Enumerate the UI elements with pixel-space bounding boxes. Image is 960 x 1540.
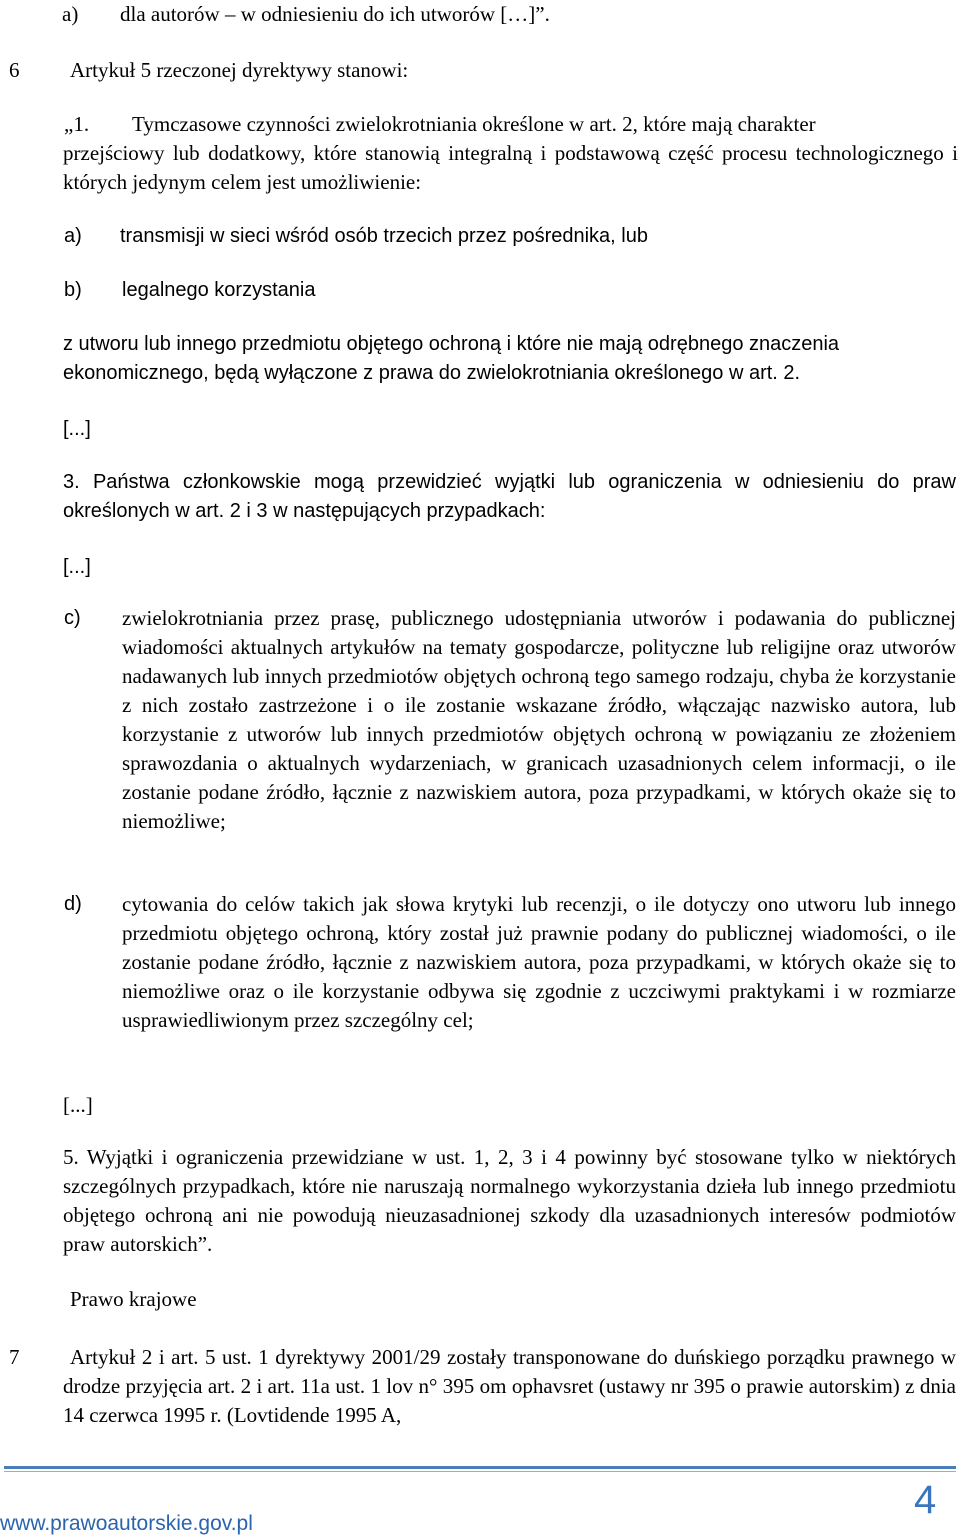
paragraph-6-text: Artykuł 5 rzeczonej dyrektywy stanowi: bbox=[70, 58, 409, 82]
closing-clause: z utworu lub innego przedmiotu objętego ochroną i które nie mają odrębnego znaczenia ekonomicznego, będą wyłączone z prawa do zwielokrotniania określonego w art. 2. bbox=[63, 333, 840, 384]
footer-rule bbox=[4, 1466, 956, 1469]
quote-text-a-top: dla autorów – w odniesieniu do ich utworów […]”. bbox=[120, 2, 550, 26]
item-c-text: zwielokrotniania przez prasę, publicznego udostępniania utworów i podawania do publicznej wiadomości aktualnych artykułów na tematy gospodarcze, polityczne lub religijne oraz utworów nadawanych lub innych przedmiotów objętych ochroną tego samego rodzaju, chyba że korzystanie z nich zostało zastrzeżone i o ile zostanie wskazane źródło, włączając nazwisko autora, lub korzystanie z utworów lub innych przedmiotów objętych ochroną w powiązaniu ze złożeniem sprawozdania o aktualnych wydarzeniach, w granicach uzasadnionych celem informacji, o ile zostanie podane źródło, łącznie z nazwiskiem autora, poza przypadkami, w których okaże się to niemożliwe; bbox=[122, 606, 956, 833]
item-d-text: cytowania do celów takich jak słowa krytyki lub recenzji, o ile dotyczy ono utworu lub innego przedmiotu objętego ochroną, który został już prawnie podany do publicznej wiadomości, o ile zostanie podane źródło, łącznie z nazwiskiem autora, poza przypadkami, w których okaże się to niemożliwe oraz o ile korzystanie odbywa się zgodnie z uczciwymi praktykami i w rozmiarze usprawiedliwionym przez szczególny cel; bbox=[122, 892, 956, 1032]
item-a-text: transmisji w sieci wśród osób trzecich przez pośrednika, lub bbox=[120, 225, 648, 247]
item-1-number: „1. bbox=[64, 112, 90, 136]
list-marker-a: a) bbox=[64, 225, 82, 247]
ellipsis-3: [...] bbox=[63, 1093, 93, 1117]
item-1-continuation: przejściowy lub dodatkowy, które stanowią integralną i podstawową część procesu technologicznego i których jedynym celem jest umożliwienie: bbox=[63, 141, 958, 194]
page-number: 4 bbox=[914, 1478, 937, 1522]
item-3-text: 3. Państwa członkowskie mogą przewidzieć wyjątki lub ograniczenia w odniesieniu do praw określonych w art. 2 i 3 w następujących przypadkach: bbox=[63, 471, 956, 522]
item-5-text: 5. Wyjątki i ograniczenia przewidziane w ust. 1, 2, 3 i 4 powinny być stosowane tylko w niektórych szczególnych przypadkach, które nie naruszają normalnego wykorzystania dzieła lub innego przedmiotu objętego ochroną ani nie powodują nieuzasadnionej szkody dla uzasadnionych interesów podmiotów praw autorskich”. bbox=[63, 1145, 956, 1256]
paragraph-number-6: 6 bbox=[9, 58, 20, 82]
list-marker-a-top: a) bbox=[62, 2, 79, 26]
footer-rule-thin bbox=[4, 1471, 956, 1472]
list-marker-d: d) bbox=[64, 893, 82, 915]
ellipsis-1: [...] bbox=[63, 418, 91, 440]
footer-website-link[interactable]: www.prawoautorskie.gov.pl bbox=[0, 1512, 253, 1535]
paragraph-number-7: 7 bbox=[9, 1345, 20, 1369]
item-b-text: legalnego korzystania bbox=[122, 279, 316, 301]
item-1-first-line: Tymczasowe czynności zwielokrotniania określone w art. 2, które mają charakter bbox=[132, 112, 816, 136]
section-heading: Prawo krajowe bbox=[70, 1287, 197, 1311]
ellipsis-2: [...] bbox=[63, 556, 91, 578]
list-marker-b: b) bbox=[64, 279, 82, 301]
paragraph-7-text: Artykuł 2 i art. 5 ust. 1 dyrektywy 2001/29 zostały transponowane do duńskiego porządku prawnego w drodze przyjęcia art. 2 i art. 11a ust. 1 lov n° 395 om ophavsret (ustawy nr 395 o prawie autorskim) z dnia 14 czerwca 1995 r. (Lovtidende 1995 A, bbox=[63, 1345, 956, 1427]
list-marker-c: c) bbox=[64, 607, 81, 629]
